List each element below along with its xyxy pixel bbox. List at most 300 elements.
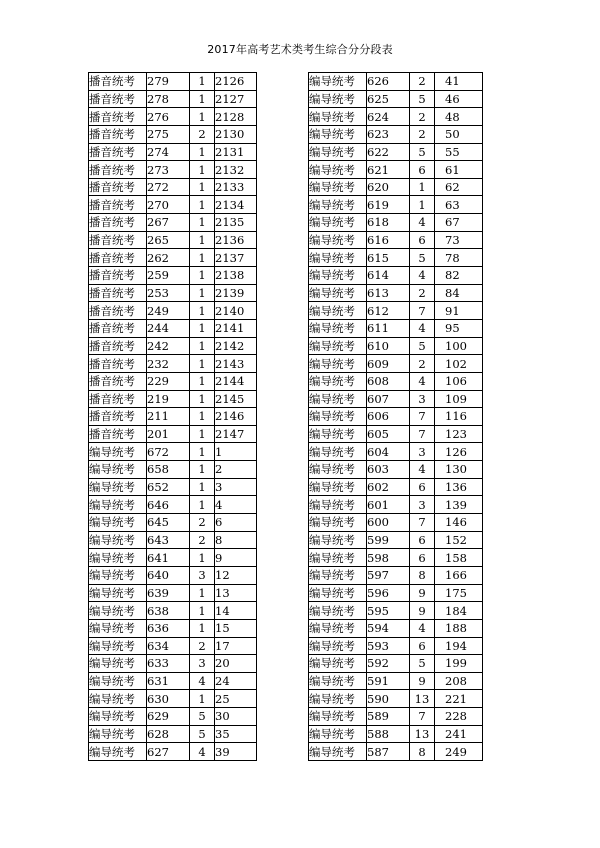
category-cell: 播音统考 <box>89 302 147 320</box>
table-row <box>89 125 257 143</box>
table-row <box>89 637 257 655</box>
score-cell: 621 <box>367 161 410 179</box>
count-cell: 1 <box>190 425 215 443</box>
table-row <box>89 372 257 390</box>
category-cell: 编导统考 <box>89 496 147 514</box>
score-cell: 278 <box>147 90 190 108</box>
cumulative-cell: 35 <box>215 725 257 743</box>
score-cell: 596 <box>367 584 410 602</box>
cumulative-cell: 2133 <box>215 178 257 196</box>
table-row <box>89 249 257 267</box>
table-row <box>309 655 483 673</box>
count-cell: 1 <box>190 73 215 91</box>
cumulative-cell: 2140 <box>215 302 257 320</box>
count-cell: 6 <box>410 231 435 249</box>
score-cell: 274 <box>147 143 190 161</box>
category-cell: 编导统考 <box>309 602 367 620</box>
cumulative-cell: 2139 <box>215 284 257 302</box>
cumulative-cell: 3 <box>215 478 257 496</box>
table-row <box>89 302 257 320</box>
score-cell: 652 <box>147 478 190 496</box>
score-cell: 630 <box>147 690 190 708</box>
table-row <box>89 619 257 637</box>
score-cell: 618 <box>367 214 410 232</box>
score-cell: 253 <box>147 284 190 302</box>
score-cell: 249 <box>147 302 190 320</box>
score-cell: 636 <box>147 619 190 637</box>
count-cell: 4 <box>190 672 215 690</box>
count-cell: 1 <box>190 496 215 514</box>
category-cell: 编导统考 <box>309 249 367 267</box>
category-cell: 编导统考 <box>309 619 367 637</box>
category-cell: 编导统考 <box>89 531 147 549</box>
category-cell: 编导统考 <box>89 461 147 479</box>
category-cell: 编导统考 <box>309 408 367 426</box>
table-row <box>309 390 483 408</box>
table-row <box>309 425 483 443</box>
score-table-left <box>88 72 257 761</box>
category-cell: 编导统考 <box>309 566 367 584</box>
score-cell: 599 <box>367 531 410 549</box>
category-cell: 编导统考 <box>309 655 367 673</box>
cumulative-cell: 82 <box>435 267 483 285</box>
count-cell: 8 <box>410 743 435 761</box>
count-cell: 1 <box>190 178 215 196</box>
score-cell: 633 <box>147 655 190 673</box>
count-cell: 5 <box>410 90 435 108</box>
count-cell: 7 <box>410 514 435 532</box>
page-title: 2017年高考艺术类考生综合分分段表 <box>207 43 393 56</box>
table-row <box>89 143 257 161</box>
table-row <box>309 319 483 337</box>
table-row <box>309 496 483 514</box>
table-row <box>89 708 257 726</box>
count-cell: 2 <box>190 637 215 655</box>
table-row <box>309 302 483 320</box>
category-cell: 编导统考 <box>309 337 367 355</box>
table-row <box>89 90 257 108</box>
table-row <box>309 267 483 285</box>
count-cell: 2 <box>410 73 435 91</box>
category-cell: 编导统考 <box>309 637 367 655</box>
score-cell: 272 <box>147 178 190 196</box>
score-cell: 201 <box>147 425 190 443</box>
score-cell: 588 <box>367 725 410 743</box>
cumulative-cell: 48 <box>435 108 483 126</box>
table-row <box>309 284 483 302</box>
table-row <box>309 372 483 390</box>
score-cell: 603 <box>367 461 410 479</box>
category-cell: 编导统考 <box>309 267 367 285</box>
table-row <box>309 196 483 214</box>
count-cell: 1 <box>190 549 215 567</box>
table-row <box>309 602 483 620</box>
cumulative-cell: 2131 <box>215 143 257 161</box>
score-cell: 619 <box>367 196 410 214</box>
cumulative-cell: 2 <box>215 461 257 479</box>
table-row <box>89 584 257 602</box>
count-cell: 1 <box>190 461 215 479</box>
score-cell: 273 <box>147 161 190 179</box>
table-row <box>309 249 483 267</box>
count-cell: 3 <box>410 496 435 514</box>
table-row <box>89 425 257 443</box>
category-cell: 编导统考 <box>309 496 367 514</box>
table-row <box>309 549 483 567</box>
score-cell: 623 <box>367 125 410 143</box>
table-row <box>89 355 257 373</box>
category-cell: 编导统考 <box>309 90 367 108</box>
cumulative-cell: 4 <box>215 496 257 514</box>
score-cell: 624 <box>367 108 410 126</box>
category-cell: 播音统考 <box>89 108 147 126</box>
count-cell: 5 <box>410 655 435 673</box>
score-cell: 211 <box>147 408 190 426</box>
table-row <box>89 549 257 567</box>
table-row <box>89 725 257 743</box>
category-cell: 播音统考 <box>89 73 147 91</box>
table-row <box>89 390 257 408</box>
count-cell: 2 <box>410 284 435 302</box>
cumulative-cell: 15 <box>215 619 257 637</box>
cumulative-cell: 106 <box>435 372 483 390</box>
category-cell: 编导统考 <box>89 514 147 532</box>
cumulative-cell: 166 <box>435 566 483 584</box>
score-cell: 615 <box>367 249 410 267</box>
count-cell: 5 <box>410 337 435 355</box>
category-cell: 编导统考 <box>309 425 367 443</box>
score-cell: 244 <box>147 319 190 337</box>
count-cell: 1 <box>190 214 215 232</box>
category-cell: 编导统考 <box>309 690 367 708</box>
category-cell: 播音统考 <box>89 372 147 390</box>
category-cell: 编导统考 <box>89 690 147 708</box>
count-cell: 1 <box>190 284 215 302</box>
category-cell: 播音统考 <box>89 425 147 443</box>
score-cell: 605 <box>367 425 410 443</box>
category-cell: 编导统考 <box>89 725 147 743</box>
cumulative-cell: 73 <box>435 231 483 249</box>
category-cell: 播音统考 <box>89 408 147 426</box>
table-row <box>89 161 257 179</box>
table-row <box>89 108 257 126</box>
score-cell: 592 <box>367 655 410 673</box>
table-row <box>309 478 483 496</box>
score-cell: 628 <box>147 725 190 743</box>
score-cell: 600 <box>367 514 410 532</box>
table-row <box>309 355 483 373</box>
count-cell: 1 <box>190 249 215 267</box>
score-cell: 267 <box>147 214 190 232</box>
score-cell: 611 <box>367 319 410 337</box>
cumulative-cell: 188 <box>435 619 483 637</box>
count-cell: 3 <box>190 566 215 584</box>
score-cell: 622 <box>367 143 410 161</box>
table-row <box>89 178 257 196</box>
category-cell: 播音统考 <box>89 267 147 285</box>
cumulative-cell: 100 <box>435 337 483 355</box>
count-cell: 1 <box>190 619 215 637</box>
count-cell: 4 <box>190 743 215 761</box>
score-cell: 587 <box>367 743 410 761</box>
table-row <box>89 337 257 355</box>
table-row <box>309 143 483 161</box>
count-cell: 6 <box>410 549 435 567</box>
category-cell: 编导统考 <box>309 143 367 161</box>
cumulative-cell: 91 <box>435 302 483 320</box>
cumulative-cell: 30 <box>215 708 257 726</box>
count-cell: 2 <box>410 125 435 143</box>
score-cell: 265 <box>147 231 190 249</box>
category-cell: 编导统考 <box>309 531 367 549</box>
category-cell: 播音统考 <box>89 231 147 249</box>
cumulative-cell: 2126 <box>215 73 257 91</box>
category-cell: 播音统考 <box>89 125 147 143</box>
score-cell: 604 <box>367 443 410 461</box>
count-cell: 4 <box>410 319 435 337</box>
category-cell: 编导统考 <box>309 73 367 91</box>
cumulative-cell: 126 <box>435 443 483 461</box>
count-cell: 1 <box>190 90 215 108</box>
count-cell: 8 <box>410 566 435 584</box>
category-cell: 编导统考 <box>309 319 367 337</box>
cumulative-cell: 2132 <box>215 161 257 179</box>
count-cell: 1 <box>190 478 215 496</box>
cumulative-cell: 2137 <box>215 249 257 267</box>
cumulative-cell: 184 <box>435 602 483 620</box>
count-cell: 1 <box>190 319 215 337</box>
category-cell: 编导统考 <box>309 161 367 179</box>
category-cell: 编导统考 <box>309 672 367 690</box>
score-cell: 625 <box>367 90 410 108</box>
count-cell: 13 <box>410 725 435 743</box>
cumulative-cell: 12 <box>215 566 257 584</box>
cumulative-cell: 9 <box>215 549 257 567</box>
table-row <box>309 231 483 249</box>
table-row <box>89 408 257 426</box>
table-row <box>309 443 483 461</box>
score-cell: 646 <box>147 496 190 514</box>
cumulative-cell: 24 <box>215 672 257 690</box>
cumulative-cell: 39 <box>215 743 257 761</box>
score-cell: 634 <box>147 637 190 655</box>
category-cell: 编导统考 <box>309 725 367 743</box>
cumulative-cell: 146 <box>435 514 483 532</box>
cumulative-cell: 84 <box>435 284 483 302</box>
cumulative-cell: 139 <box>435 496 483 514</box>
table-row <box>89 73 257 91</box>
score-table-right <box>308 72 483 761</box>
cumulative-cell: 67 <box>435 214 483 232</box>
score-cell: 607 <box>367 390 410 408</box>
count-cell: 9 <box>410 584 435 602</box>
score-cell: 279 <box>147 73 190 91</box>
count-cell: 1 <box>190 408 215 426</box>
table-row <box>89 690 257 708</box>
score-cell: 639 <box>147 584 190 602</box>
category-cell: 编导统考 <box>309 584 367 602</box>
category-cell: 编导统考 <box>309 231 367 249</box>
table-row <box>309 178 483 196</box>
category-cell: 播音统考 <box>89 284 147 302</box>
cumulative-cell: 241 <box>435 725 483 743</box>
cumulative-cell: 221 <box>435 690 483 708</box>
score-cell: 232 <box>147 355 190 373</box>
count-cell: 1 <box>190 602 215 620</box>
table-row <box>89 743 257 761</box>
category-cell: 播音统考 <box>89 90 147 108</box>
score-cell: 620 <box>367 178 410 196</box>
score-cell: 589 <box>367 708 410 726</box>
cumulative-cell: 78 <box>435 249 483 267</box>
cumulative-cell: 2144 <box>215 372 257 390</box>
table-row <box>309 108 483 126</box>
score-cell: 613 <box>367 284 410 302</box>
count-cell: 5 <box>190 708 215 726</box>
cumulative-cell: 2147 <box>215 425 257 443</box>
cumulative-cell: 228 <box>435 708 483 726</box>
table-row <box>309 408 483 426</box>
count-cell: 2 <box>190 531 215 549</box>
count-cell: 6 <box>410 531 435 549</box>
score-cell: 597 <box>367 566 410 584</box>
score-cell: 641 <box>147 549 190 567</box>
cumulative-cell: 249 <box>435 743 483 761</box>
category-cell: 编导统考 <box>309 743 367 761</box>
cumulative-cell: 6 <box>215 514 257 532</box>
score-cell: 598 <box>367 549 410 567</box>
category-cell: 编导统考 <box>89 655 147 673</box>
category-cell: 编导统考 <box>89 602 147 620</box>
cumulative-cell: 152 <box>435 531 483 549</box>
cumulative-cell: 2141 <box>215 319 257 337</box>
score-cell: 595 <box>367 602 410 620</box>
count-cell: 1 <box>190 372 215 390</box>
cumulative-cell: 41 <box>435 73 483 91</box>
count-cell: 13 <box>410 690 435 708</box>
score-cell: 658 <box>147 461 190 479</box>
table-row <box>309 743 483 761</box>
count-cell: 1 <box>190 161 215 179</box>
score-cell: 601 <box>367 496 410 514</box>
cumulative-cell: 2143 <box>215 355 257 373</box>
table-row <box>309 619 483 637</box>
score-cell: 629 <box>147 708 190 726</box>
category-cell: 播音统考 <box>89 196 147 214</box>
category-cell: 编导统考 <box>89 549 147 567</box>
category-cell: 编导统考 <box>309 514 367 532</box>
category-cell: 播音统考 <box>89 161 147 179</box>
category-cell: 编导统考 <box>309 461 367 479</box>
cumulative-cell: 2136 <box>215 231 257 249</box>
category-cell: 播音统考 <box>89 143 147 161</box>
score-cell: 614 <box>367 267 410 285</box>
category-cell: 编导统考 <box>309 178 367 196</box>
count-cell: 5 <box>410 143 435 161</box>
count-cell: 1 <box>190 337 215 355</box>
score-cell: 631 <box>147 672 190 690</box>
table-row <box>89 231 257 249</box>
table-row <box>89 196 257 214</box>
count-cell: 9 <box>410 672 435 690</box>
cumulative-cell: 62 <box>435 178 483 196</box>
cumulative-cell: 199 <box>435 655 483 673</box>
cumulative-cell: 116 <box>435 408 483 426</box>
cumulative-cell: 109 <box>435 390 483 408</box>
count-cell: 7 <box>410 425 435 443</box>
table-row <box>89 443 257 461</box>
category-cell: 编导统考 <box>309 390 367 408</box>
table-row <box>89 478 257 496</box>
table-row <box>89 655 257 673</box>
count-cell: 1 <box>190 302 215 320</box>
count-cell: 1 <box>190 231 215 249</box>
table-row <box>89 214 257 232</box>
table-row <box>89 514 257 532</box>
category-cell: 编导统考 <box>89 443 147 461</box>
count-cell: 6 <box>410 478 435 496</box>
table-row <box>89 267 257 285</box>
table-row <box>309 514 483 532</box>
table-row <box>309 337 483 355</box>
cumulative-cell: 2134 <box>215 196 257 214</box>
cumulative-cell: 20 <box>215 655 257 673</box>
cumulative-cell: 50 <box>435 125 483 143</box>
score-cell: 270 <box>147 196 190 214</box>
category-cell: 播音统考 <box>89 337 147 355</box>
table-row <box>309 90 483 108</box>
cumulative-cell: 136 <box>435 478 483 496</box>
count-cell: 1 <box>190 584 215 602</box>
category-cell: 编导统考 <box>309 302 367 320</box>
category-cell: 编导统考 <box>309 355 367 373</box>
category-cell: 编导统考 <box>89 743 147 761</box>
score-cell: 602 <box>367 478 410 496</box>
count-cell: 1 <box>190 355 215 373</box>
count-cell: 2 <box>410 355 435 373</box>
cumulative-cell: 17 <box>215 637 257 655</box>
cumulative-cell: 130 <box>435 461 483 479</box>
count-cell: 1 <box>190 267 215 285</box>
count-cell: 1 <box>190 390 215 408</box>
count-cell: 3 <box>190 655 215 673</box>
count-cell: 4 <box>410 372 435 390</box>
cumulative-cell: 46 <box>435 90 483 108</box>
count-cell: 2 <box>190 514 215 532</box>
score-cell: 612 <box>367 302 410 320</box>
cumulative-cell: 194 <box>435 637 483 655</box>
count-cell: 3 <box>410 390 435 408</box>
count-cell: 4 <box>410 267 435 285</box>
score-cell: 640 <box>147 566 190 584</box>
table-row <box>309 637 483 655</box>
table-row <box>309 531 483 549</box>
table-row <box>309 566 483 584</box>
score-cell: 219 <box>147 390 190 408</box>
score-cell: 262 <box>147 249 190 267</box>
cumulative-cell: 158 <box>435 549 483 567</box>
category-cell: 编导统考 <box>309 443 367 461</box>
table-row <box>309 214 483 232</box>
score-cell: 275 <box>147 125 190 143</box>
category-cell: 编导统考 <box>309 125 367 143</box>
cumulative-cell: 95 <box>435 319 483 337</box>
category-cell: 编导统考 <box>309 108 367 126</box>
category-cell: 编导统考 <box>89 566 147 584</box>
table-row <box>89 461 257 479</box>
cumulative-cell: 2142 <box>215 337 257 355</box>
count-cell: 2 <box>410 108 435 126</box>
